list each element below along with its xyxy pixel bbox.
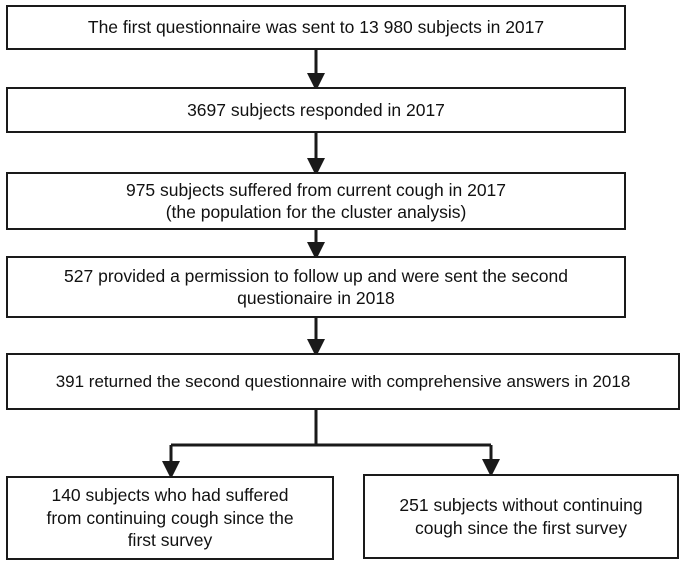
step4-box [6,256,626,318]
step2-box [6,87,626,133]
step3-box [6,172,626,230]
outcome-right-line2: cough since the first survey [414,517,628,538]
step3-text-line1: 975 subjects suffered from current cough in 2017 [125,179,507,200]
step4-text-line1: 527 provided a permission to follow up and were sent the second [64,265,568,286]
step5-box [6,353,680,410]
step1-box [6,5,626,50]
outcome-left-line3: first survey [127,530,213,551]
outcome-left-box [6,476,334,560]
step2-text: 3697 subjects responded in 2017 [187,99,445,120]
step4-text-line2: questionaire in 2018 [237,288,395,308]
outcome-left-line1: 140 subjects who had suffered [51,485,289,506]
step1-text: The first questionnaire was sent to 13 980 subjects in 2017 [87,17,545,38]
outcome-right-box [363,474,679,559]
outcome-left-line2: from continuing cough since the [46,507,294,528]
outcome-right-line1: 251 subjects without continuing [399,495,643,516]
step5-text: 391 returned the second questionnaire with comprehensive answers in 2018 [55,371,631,391]
step3-text-line2: (the population for the cluster analysis) [165,202,467,222]
